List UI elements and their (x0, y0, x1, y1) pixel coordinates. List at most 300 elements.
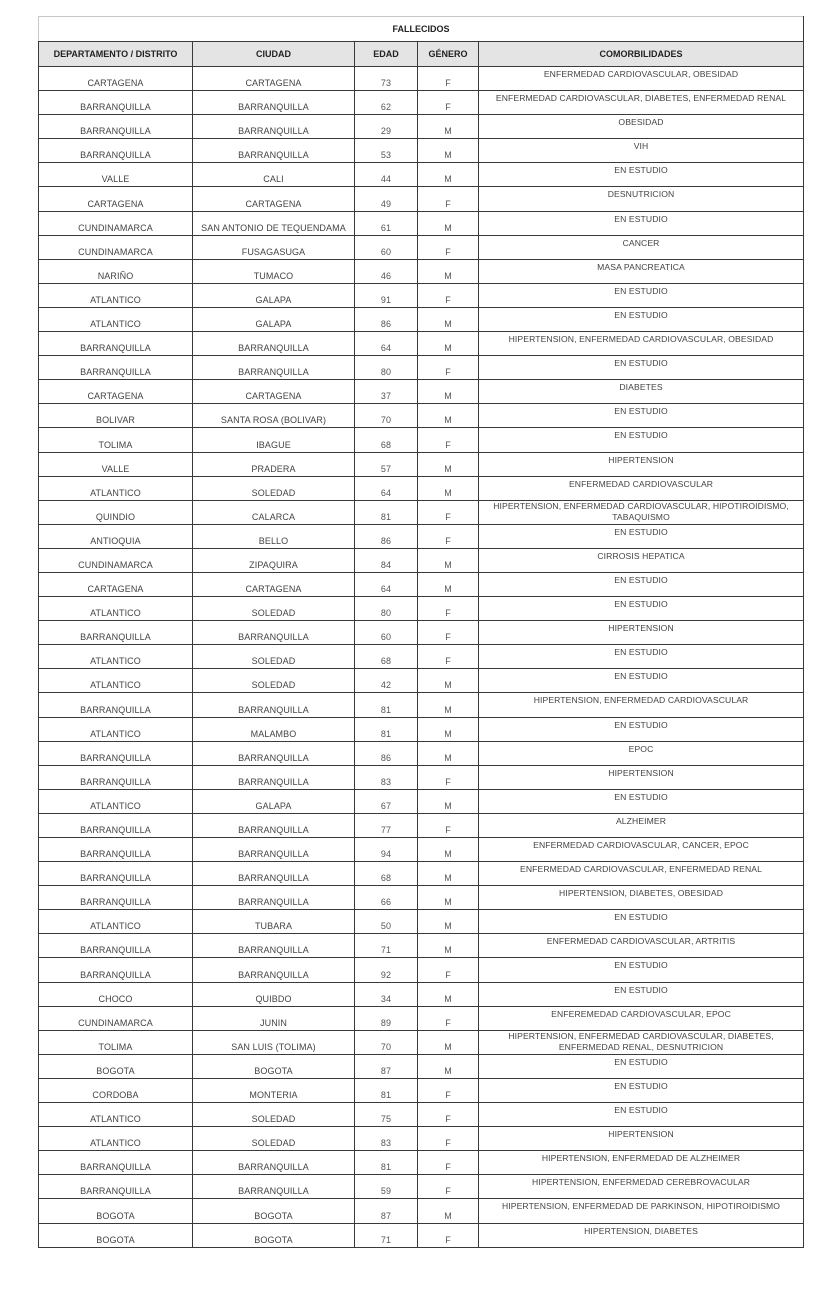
header-comorbilidades: COMORBILIDADES (479, 42, 804, 67)
cell-edad: 75 (355, 1103, 418, 1127)
cell-departamento: BARRANQUILLA (39, 886, 193, 910)
table-row (39, 1151, 804, 1175)
cell-edad: 81 (355, 500, 418, 524)
table-row (39, 597, 804, 621)
table-row (39, 211, 804, 235)
cell-ciudad: SANTA ROSA (BOLIVAR) (193, 404, 355, 428)
cell-comorbilidades: EN ESTUDIO (479, 1054, 804, 1078)
cell-edad: 57 (355, 452, 418, 476)
table-row (39, 838, 804, 862)
cell-comorbilidades: HIPERTENSION (479, 452, 804, 476)
cell-ciudad: BARRANQUILLA (193, 741, 355, 765)
cell-edad: 81 (355, 693, 418, 717)
cell-comorbilidades: OBESIDAD (479, 115, 804, 139)
table-row (39, 741, 804, 765)
table-header-row (39, 42, 804, 67)
cell-departamento: BOGOTA (39, 1223, 193, 1247)
cell-comorbilidades: EN ESTUDIO (479, 717, 804, 741)
cell-genero: M (418, 211, 479, 235)
cell-edad: 81 (355, 1151, 418, 1175)
cell-ciudad: BARRANQUILLA (193, 91, 355, 115)
cell-edad: 50 (355, 910, 418, 934)
cell-ciudad: QUIBDO (193, 982, 355, 1006)
cell-comorbilidades: EN ESTUDIO (479, 307, 804, 331)
cell-departamento: CORDOBA (39, 1078, 193, 1102)
cell-genero: F (418, 621, 479, 645)
cell-genero: M (418, 934, 479, 958)
table-row (39, 404, 804, 428)
cell-comorbilidades: EN ESTUDIO (479, 958, 804, 982)
table-row (39, 187, 804, 211)
cell-edad: 60 (355, 235, 418, 259)
cell-genero: F (418, 91, 479, 115)
cell-departamento: BARRANQUILLA (39, 1175, 193, 1199)
cell-edad: 34 (355, 982, 418, 1006)
cell-ciudad: TUBARA (193, 910, 355, 934)
table-body (39, 67, 804, 1248)
cell-departamento: VALLE (39, 452, 193, 476)
cell-comorbilidades: ALZHEIMER (479, 813, 804, 837)
table-row (39, 910, 804, 934)
cell-ciudad: CARTAGENA (193, 380, 355, 404)
cell-edad: 60 (355, 621, 418, 645)
cell-departamento: ATLANTICO (39, 717, 193, 741)
table-row (39, 91, 804, 115)
cell-edad: 92 (355, 958, 418, 982)
cell-ciudad: GALAPA (193, 789, 355, 813)
cell-ciudad: BARRANQUILLA (193, 958, 355, 982)
cell-departamento: BOGOTA (39, 1199, 193, 1223)
cell-comorbilidades: EN ESTUDIO (479, 163, 804, 187)
cell-comorbilidades: EN ESTUDIO (479, 982, 804, 1006)
cell-edad: 64 (355, 476, 418, 500)
cell-edad: 87 (355, 1199, 418, 1223)
table-row (39, 693, 804, 717)
cell-genero: F (418, 1078, 479, 1102)
cell-comorbilidades: EN ESTUDIO (479, 789, 804, 813)
table-row (39, 283, 804, 307)
table-row (39, 1078, 804, 1102)
cell-departamento: CUNDINAMARCA (39, 235, 193, 259)
cell-comorbilidades: HIPERTENSION, ENFERMEDAD CARDIOVASCULAR, OBESIDAD (479, 332, 804, 356)
cell-departamento: ATLANTICO (39, 910, 193, 934)
cell-comorbilidades: VIH (479, 139, 804, 163)
table-row (39, 1030, 804, 1054)
cell-comorbilidades: HIPERTENSION, ENFERMEDAD DE PARKINSON, HIPOTIROIDISMO (479, 1199, 804, 1223)
cell-departamento: ATLANTICO (39, 1127, 193, 1151)
table-row (39, 669, 804, 693)
cell-ciudad: BOGOTA (193, 1223, 355, 1247)
cell-comorbilidades: HIPERTENSION (479, 621, 804, 645)
cell-comorbilidades: HIPERTENSION (479, 765, 804, 789)
cell-departamento: CHOCO (39, 982, 193, 1006)
cell-genero: F (418, 1151, 479, 1175)
cell-genero: M (418, 139, 479, 163)
cell-comorbilidades: HIPERTENSION, DIABETES (479, 1223, 804, 1247)
cell-departamento: CARTAGENA (39, 67, 193, 91)
table-row (39, 452, 804, 476)
cell-ciudad: GALAPA (193, 307, 355, 331)
cell-genero: M (418, 259, 479, 283)
cell-departamento: BARRANQUILLA (39, 813, 193, 837)
cell-departamento: TOLIMA (39, 428, 193, 452)
cell-edad: 84 (355, 548, 418, 572)
table-row (39, 524, 804, 548)
cell-edad: 81 (355, 717, 418, 741)
cell-comorbilidades: HIPERTENSION (479, 1127, 804, 1151)
cell-genero: M (418, 789, 479, 813)
cell-edad: 83 (355, 765, 418, 789)
cell-edad: 68 (355, 862, 418, 886)
cell-comorbilidades: EN ESTUDIO (479, 524, 804, 548)
cell-genero: F (418, 813, 479, 837)
cell-edad: 68 (355, 645, 418, 669)
cell-genero: F (418, 597, 479, 621)
cell-ciudad: SOLEDAD (193, 645, 355, 669)
cell-departamento: ATLANTICO (39, 597, 193, 621)
cell-ciudad: BARRANQUILLA (193, 332, 355, 356)
cell-departamento: BARRANQUILLA (39, 115, 193, 139)
cell-departamento: BARRANQUILLA (39, 838, 193, 862)
cell-ciudad: SAN ANTONIO DE TEQUENDAMA (193, 211, 355, 235)
cell-edad: 70 (355, 404, 418, 428)
cell-edad: 73 (355, 67, 418, 91)
cell-departamento: VALLE (39, 163, 193, 187)
table-row (39, 1199, 804, 1223)
table-row (39, 259, 804, 283)
cell-genero: F (418, 1103, 479, 1127)
table-row (39, 115, 804, 139)
cell-edad: 61 (355, 211, 418, 235)
cell-comorbilidades: EPOC (479, 741, 804, 765)
cell-genero: F (418, 765, 479, 789)
cell-departamento: ATLANTICO (39, 307, 193, 331)
cell-departamento: BARRANQUILLA (39, 356, 193, 380)
header-ciudad: CIUDAD (193, 42, 355, 67)
cell-ciudad: BARRANQUILLA (193, 621, 355, 645)
cell-genero: F (418, 67, 479, 91)
cell-departamento: BARRANQUILLA (39, 139, 193, 163)
cell-departamento: BARRANQUILLA (39, 621, 193, 645)
cell-genero: M (418, 982, 479, 1006)
cell-genero: M (418, 476, 479, 500)
cell-departamento: BARRANQUILLA (39, 958, 193, 982)
cell-genero: F (418, 958, 479, 982)
cell-departamento: BARRANQUILLA (39, 741, 193, 765)
cell-comorbilidades: MASA PANCREATICA (479, 259, 804, 283)
cell-comorbilidades: EN ESTUDIO (479, 356, 804, 380)
cell-ciudad: JUNIN (193, 1006, 355, 1030)
cell-edad: 37 (355, 380, 418, 404)
cell-comorbilidades: EN ESTUDIO (479, 645, 804, 669)
table-row (39, 982, 804, 1006)
cell-edad: 49 (355, 187, 418, 211)
cell-edad: 46 (355, 259, 418, 283)
cell-ciudad: BOGOTA (193, 1199, 355, 1223)
cell-genero: M (418, 1030, 479, 1054)
cell-edad: 71 (355, 934, 418, 958)
cell-ciudad: MALAMBO (193, 717, 355, 741)
cell-comorbilidades: DESNUTRICION (479, 187, 804, 211)
cell-comorbilidades: HIPERTENSION, ENFERMEDAD CARDIOVASCULAR (479, 693, 804, 717)
cell-departamento: BARRANQUILLA (39, 934, 193, 958)
cell-genero: M (418, 572, 479, 596)
table-row (39, 139, 804, 163)
cell-edad: 77 (355, 813, 418, 837)
cell-ciudad: SAN LUIS (TOLIMA) (193, 1030, 355, 1054)
cell-ciudad: PRADERA (193, 452, 355, 476)
table-row (39, 621, 804, 645)
cell-genero: F (418, 187, 479, 211)
cell-genero: F (418, 524, 479, 548)
table-row (39, 1127, 804, 1151)
cell-departamento: CUNDINAMARCA (39, 211, 193, 235)
cell-ciudad: BARRANQUILLA (193, 934, 355, 958)
table-row (39, 765, 804, 789)
cell-edad: 86 (355, 307, 418, 331)
cell-comorbilidades: EN ESTUDIO (479, 572, 804, 596)
cell-departamento: ATLANTICO (39, 283, 193, 307)
table-row (39, 500, 804, 524)
cell-comorbilidades: EN ESTUDIO (479, 283, 804, 307)
cell-comorbilidades: ENFEREMEDAD CARDIOVASCULAR, EPOC (479, 1006, 804, 1030)
cell-edad: 91 (355, 283, 418, 307)
cell-ciudad: SOLEDAD (193, 1103, 355, 1127)
cell-comorbilidades: EN ESTUDIO (479, 597, 804, 621)
cell-genero: M (418, 862, 479, 886)
cell-departamento: ATLANTICO (39, 476, 193, 500)
cell-genero: F (418, 283, 479, 307)
cell-edad: 86 (355, 524, 418, 548)
cell-edad: 62 (355, 91, 418, 115)
cell-genero: M (418, 886, 479, 910)
cell-genero: M (418, 717, 479, 741)
cell-comorbilidades: HIPERTENSION, ENFERMEDAD CARDIOVASCULAR, DIABETES, ENFERMEDAD RENAL, DESNUTRICION (479, 1030, 804, 1054)
cell-edad: 83 (355, 1127, 418, 1151)
cell-ciudad: FUSAGASUGA (193, 235, 355, 259)
cell-comorbilidades: HIPERTENSION, DIABETES, OBESIDAD (479, 886, 804, 910)
table-row (39, 1175, 804, 1199)
cell-comorbilidades: EN ESTUDIO (479, 910, 804, 934)
cell-ciudad: CALI (193, 163, 355, 187)
cell-genero: M (418, 115, 479, 139)
cell-edad: 44 (355, 163, 418, 187)
cell-departamento: ATLANTICO (39, 789, 193, 813)
table-row (39, 1223, 804, 1247)
cell-genero: F (418, 428, 479, 452)
table-row (39, 476, 804, 500)
table-row (39, 717, 804, 741)
cell-edad: 42 (355, 669, 418, 693)
cell-ciudad: SOLEDAD (193, 597, 355, 621)
cell-ciudad: SOLEDAD (193, 1127, 355, 1151)
cell-departamento: CARTAGENA (39, 572, 193, 596)
cell-genero: M (418, 838, 479, 862)
cell-ciudad: BARRANQUILLA (193, 693, 355, 717)
cell-comorbilidades: ENFERMEDAD CARDIOVASCULAR (479, 476, 804, 500)
table-row (39, 428, 804, 452)
table-row (39, 934, 804, 958)
table-row (39, 235, 804, 259)
cell-ciudad: BARRANQUILLA (193, 886, 355, 910)
header-genero: GÉNERO (418, 42, 479, 67)
cell-edad: 80 (355, 597, 418, 621)
cell-ciudad: CARTAGENA (193, 67, 355, 91)
table-row (39, 958, 804, 982)
cell-genero: M (418, 404, 479, 428)
cell-ciudad: CARTAGENA (193, 187, 355, 211)
cell-comorbilidades: EN ESTUDIO (479, 1078, 804, 1102)
cell-ciudad: BOGOTA (193, 1054, 355, 1078)
table-row (39, 356, 804, 380)
cell-comorbilidades: DIABETES (479, 380, 804, 404)
table-row (39, 1103, 804, 1127)
cell-comorbilidades: ENFERMEDAD CARDIOVASCULAR, ENFERMEDAD RENAL (479, 862, 804, 886)
cell-genero: F (418, 1175, 479, 1199)
cell-ciudad: CALARCA (193, 500, 355, 524)
cell-departamento: BOLIVAR (39, 404, 193, 428)
cell-ciudad: BARRANQUILLA (193, 838, 355, 862)
cell-comorbilidades: EN ESTUDIO (479, 211, 804, 235)
cell-departamento: BOGOTA (39, 1054, 193, 1078)
header-edad: EDAD (355, 42, 418, 67)
cell-comorbilidades: HIPERTENSION, ENFERMEDAD DE ALZHEIMER (479, 1151, 804, 1175)
cell-departamento: ATLANTICO (39, 669, 193, 693)
cell-edad: 94 (355, 838, 418, 862)
cell-genero: M (418, 1054, 479, 1078)
cell-genero: M (418, 910, 479, 934)
cell-genero: M (418, 163, 479, 187)
cell-genero: M (418, 1199, 479, 1223)
table-title-row (39, 17, 804, 42)
cell-departamento: BARRANQUILLA (39, 91, 193, 115)
cell-edad: 53 (355, 139, 418, 163)
cell-genero: M (418, 380, 479, 404)
cell-ciudad: ZIPAQUIRA (193, 548, 355, 572)
cell-genero: F (418, 356, 479, 380)
table-row (39, 67, 804, 91)
table-row (39, 332, 804, 356)
cell-ciudad: BARRANQUILLA (193, 115, 355, 139)
cell-ciudad: BARRANQUILLA (193, 139, 355, 163)
cell-edad: 59 (355, 1175, 418, 1199)
cell-ciudad: BARRANQUILLA (193, 765, 355, 789)
cell-comorbilidades: ENFERMEDAD CARDIOVASCULAR, CANCER, EPOC (479, 838, 804, 862)
cell-departamento: CUNDINAMARCA (39, 548, 193, 572)
cell-edad: 70 (355, 1030, 418, 1054)
cell-comorbilidades: EN ESTUDIO (479, 404, 804, 428)
cell-comorbilidades: CANCER (479, 235, 804, 259)
cell-departamento: BARRANQUILLA (39, 765, 193, 789)
table-row (39, 645, 804, 669)
cell-ciudad: GALAPA (193, 283, 355, 307)
cell-departamento: NARIÑO (39, 259, 193, 283)
table-row (39, 163, 804, 187)
cell-genero: M (418, 548, 479, 572)
cell-edad: 81 (355, 1078, 418, 1102)
cell-genero: M (418, 669, 479, 693)
cell-ciudad: BELLO (193, 524, 355, 548)
cell-edad: 67 (355, 789, 418, 813)
cell-comorbilidades: HIPERTENSION, ENFERMEDAD CEREBROVACULAR (479, 1175, 804, 1199)
cell-ciudad: BARRANQUILLA (193, 1151, 355, 1175)
cell-genero: F (418, 645, 479, 669)
table-row (39, 1006, 804, 1030)
table-row (39, 862, 804, 886)
cell-genero: F (418, 1223, 479, 1247)
cell-departamento: ATLANTICO (39, 645, 193, 669)
cell-genero: M (418, 332, 479, 356)
cell-ciudad: IBAGUE (193, 428, 355, 452)
cell-comorbilidades: ENFERMEDAD CARDIOVASCULAR, DIABETES, ENFERMEDAD RENAL (479, 91, 804, 115)
cell-comorbilidades: CIRROSIS HEPATICA (479, 548, 804, 572)
cell-departamento: CARTAGENA (39, 187, 193, 211)
cell-departamento: QUINDIO (39, 500, 193, 524)
cell-genero: M (418, 741, 479, 765)
cell-edad: 64 (355, 572, 418, 596)
cell-edad: 89 (355, 1006, 418, 1030)
cell-ciudad: CARTAGENA (193, 572, 355, 596)
cell-genero: F (418, 1127, 479, 1151)
cell-ciudad: SOLEDAD (193, 669, 355, 693)
cell-comorbilidades: EN ESTUDIO (479, 1103, 804, 1127)
cell-ciudad: MONTERIA (193, 1078, 355, 1102)
table-row (39, 572, 804, 596)
cell-ciudad: SOLEDAD (193, 476, 355, 500)
cell-comorbilidades: HIPERTENSION, ENFERMEDAD CARDIOVASCULAR, HIPOTIROIDISMO, TABAQUISMO (479, 500, 804, 524)
table-row (39, 1054, 804, 1078)
cell-genero: M (418, 307, 479, 331)
table-row (39, 307, 804, 331)
cell-edad: 66 (355, 886, 418, 910)
cell-departamento: BARRANQUILLA (39, 693, 193, 717)
table-row (39, 548, 804, 572)
cell-edad: 68 (355, 428, 418, 452)
cell-genero: M (418, 693, 479, 717)
table-row (39, 789, 804, 813)
cell-comorbilidades: EN ESTUDIO (479, 428, 804, 452)
cell-departamento: ATLANTICO (39, 1103, 193, 1127)
cell-edad: 64 (355, 332, 418, 356)
fallecidos-table (38, 16, 804, 1248)
cell-ciudad: TUMACO (193, 259, 355, 283)
cell-edad: 80 (355, 356, 418, 380)
cell-departamento: CARTAGENA (39, 380, 193, 404)
cell-genero: F (418, 1006, 479, 1030)
cell-ciudad: BARRANQUILLA (193, 862, 355, 886)
table-title: FALLECIDOS (39, 17, 804, 42)
cell-comorbilidades: ENFERMEDAD CARDIOVASCULAR, OBESIDAD (479, 67, 804, 91)
table-row (39, 813, 804, 837)
cell-ciudad: BARRANQUILLA (193, 356, 355, 380)
cell-departamento: BARRANQUILLA (39, 862, 193, 886)
table-row (39, 886, 804, 910)
cell-edad: 29 (355, 115, 418, 139)
table-row (39, 380, 804, 404)
cell-comorbilidades: ENFERMEDAD CARDIOVASCULAR, ARTRITIS (479, 934, 804, 958)
header-departamento: DEPARTAMENTO / DISTRITO (39, 42, 193, 67)
cell-edad: 87 (355, 1054, 418, 1078)
cell-departamento: ANTIOQUIA (39, 524, 193, 548)
cell-genero: F (418, 235, 479, 259)
cell-edad: 86 (355, 741, 418, 765)
cell-ciudad: BARRANQUILLA (193, 813, 355, 837)
cell-genero: F (418, 500, 479, 524)
cell-departamento: BARRANQUILLA (39, 1151, 193, 1175)
cell-departamento: BARRANQUILLA (39, 332, 193, 356)
cell-comorbilidades: EN ESTUDIO (479, 669, 804, 693)
cell-departamento: CUNDINAMARCA (39, 1006, 193, 1030)
